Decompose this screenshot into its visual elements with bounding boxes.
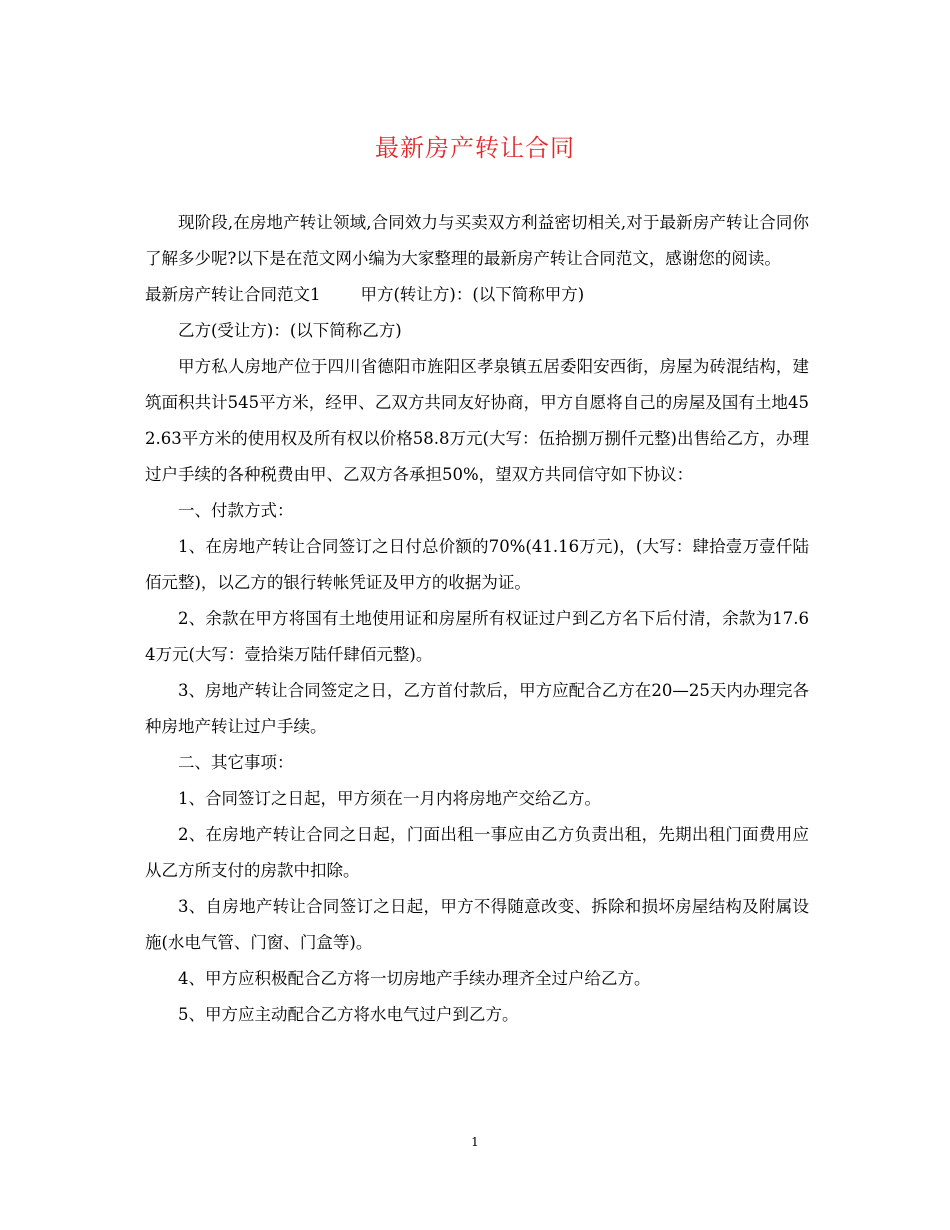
- section-1-item-2: 2、余款在甲方将国有土地使用证和房屋所有权证过户到乙方名下后付清，余款为17.64万元(大写：壹拾柒万陆仟肆佰元整)。: [145, 609, 809, 664]
- page-number: 1: [471, 1135, 479, 1149]
- sample-heading-line: [145, 277, 809, 313]
- section-1-title: 一、付款方式：: [178, 501, 294, 520]
- party-b-line: 乙方(受让方)：(以下简称乙方): [178, 321, 402, 340]
- section-2-item-3: 3、自房地产转让合同签订之日起，甲方不得随意改变、拆除和损坏房屋结构及附属设施(水电气管、门窗、门盒等)。: [145, 897, 809, 952]
- party-a-line: 甲方(转让方)：(以下简称甲方): [360, 285, 585, 304]
- section-2-title: 二、其它事项：: [178, 753, 294, 772]
- intro-paragraph: 现阶段,在房地产转让领域,合同效力与买卖双方利益密切相关,对于最新房产转让合同你了解多少呢?以下是在范文网小编为大家整理的最新房产转让合同范文，感谢您的阅读。: [145, 213, 809, 268]
- section-1-item-3: 3、房地产转让合同签定之日，乙方首付款后，甲方应配合乙方在20—25天内办理完各种房地产转让过户手续。: [145, 681, 809, 736]
- section-2-item-5: 5、甲方应主动配合乙方将水电气过户到乙方。: [178, 1005, 519, 1024]
- section-2-item-1: 1、合同签订之日起，甲方须在一月内将房地产交给乙方。: [178, 789, 601, 808]
- section-2-item-4: 4、甲方应积极配合乙方将一切房地产手续办理齐全过户给乙方。: [178, 969, 651, 988]
- preamble-paragraph: 甲方私人房地产位于四川省德阳市旌阳区孝泉镇五居委阳安西街，房屋为砖混结构，建筑面积共计545平方米，经甲、乙双方共同友好协商，甲方自愿将自己的房屋及国有土地452.63平方米的使用权及所有权以价格58.8万元(大写：伍拾捌万捌仟元整)出售给乙方，办理过户手续的各种税费由甲、乙双方各承担50%，望双方共同信守如下协议：: [145, 357, 809, 484]
- document-title: 最新房产转让合同: [375, 134, 575, 162]
- section-2-item-2: 2、在房地产转让合同之日起，门面出租一事应由乙方负责出租，先期出租门面费用应从乙方所支付的房款中扣除。: [145, 825, 809, 880]
- section-1-item-1: 1、在房地产转让合同签订之日付总价额的70%(41.16万元)，(大写：肆拾壹万壹仟陆佰元整)，以乙方的银行转帐凭证及甲方的收据为证。: [145, 537, 809, 592]
- document-body: [145, 205, 809, 1033]
- sample-heading: 最新房产转让合同范文1: [145, 285, 321, 304]
